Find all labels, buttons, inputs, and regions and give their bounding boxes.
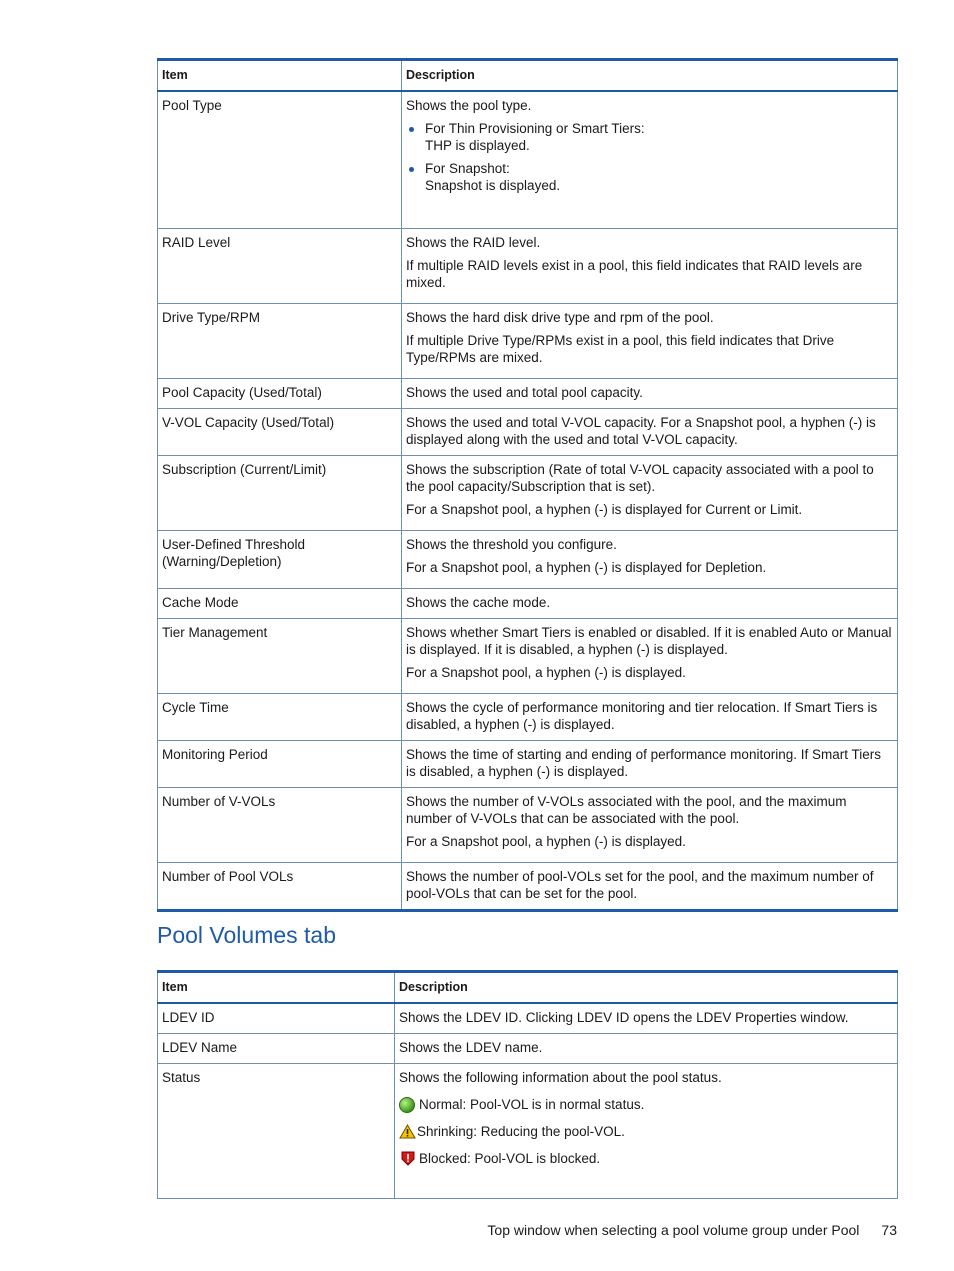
column-header-item: Item: [158, 60, 402, 92]
description-text: For a Snapshot pool, a hyphen (-) is displayed for Depletion.: [406, 559, 767, 575]
description-text: Shows the cycle of performance monitoring and tier relocation. If Smart Tiers is disabled, a hyphen (-) is displayed.: [406, 699, 878, 732]
description-text: Shows the cache mode.: [406, 594, 551, 610]
row-description: [402, 408, 898, 455]
row-description: [402, 228, 898, 303]
table-row: [158, 455, 898, 530]
row-description: [402, 588, 898, 618]
row-item: Number of V-VOLs: [158, 787, 402, 862]
table-row: [158, 740, 898, 787]
row-description: [402, 693, 898, 740]
page-footer: [0, 1222, 897, 1238]
description-text: Shows the used and total V-VOL capacity. For a Snapshot pool, a hyphen (-) is displayed along with the used and total V-VOL capacity.: [406, 414, 876, 447]
bullet-label: For Thin Provisioning or Smart Tiers:: [425, 121, 645, 136]
status-blocked: [399, 1150, 893, 1167]
row-item: V-VOL Capacity (Used/Total): [158, 408, 402, 455]
status-text: Normal: Pool-VOL is in normal status.: [419, 1097, 645, 1112]
table-row: [158, 1003, 898, 1034]
row-item: Status: [158, 1064, 395, 1199]
description-text: For a Snapshot pool, a hyphen (-) is displayed.: [406, 833, 686, 849]
status-shrinking: [399, 1123, 893, 1140]
column-header-item: Item: [158, 972, 395, 1004]
description-text: Shows the number of V-VOLs associated with the pool, and the maximum number of V-VOLs that can be associated with the pool.: [406, 793, 847, 826]
table-row: [158, 787, 898, 862]
description-text: Shows whether Smart Tiers is enabled or disabled. If it is enabled Auto or Manual is displayed. If it is disabled, a hyphen (-) is displayed.: [406, 624, 892, 657]
table-row: [158, 862, 898, 910]
row-item: Cache Mode: [158, 588, 402, 618]
row-description: Shows the LDEV name.: [395, 1034, 898, 1064]
table-row: [158, 303, 898, 378]
green-circle-icon: [399, 1097, 415, 1113]
row-item: LDEV ID: [158, 1003, 395, 1034]
footer-text: Top window when selecting a pool volume group under Pool: [487, 1222, 860, 1238]
row-item: User-Defined Threshold (Warning/Depletion): [158, 530, 402, 588]
row-description: Shows the LDEV ID. Clicking LDEV ID opens the LDEV Properties window.: [395, 1003, 898, 1034]
description-text: Shows the hard disk drive type and rpm of the pool.: [406, 309, 714, 325]
blocked-icon: [401, 1151, 415, 1166]
description-text: Shows the pool type.: [406, 98, 532, 113]
row-description: [402, 378, 898, 408]
status-text: Blocked: Pool-VOL is blocked.: [419, 1151, 601, 1166]
pool-volumes-table: [157, 970, 898, 1199]
row-item: Pool Capacity (Used/Total): [158, 378, 402, 408]
page-number: 73: [881, 1222, 897, 1238]
bullet-detail: Snapshot is displayed.: [425, 178, 561, 193]
description-text: Shows the subscription (Rate of total V-VOL capacity associated with a pool to the pool capacity/Subscription that is set).: [406, 461, 874, 494]
table-row: [158, 618, 898, 693]
row-description: [402, 303, 898, 378]
row-item: Cycle Time: [158, 693, 402, 740]
row-description: [402, 455, 898, 530]
row-description: [402, 618, 898, 693]
row-item: Tier Management: [158, 618, 402, 693]
bullet-detail: THP is displayed.: [425, 138, 530, 153]
table-row: [158, 1064, 898, 1199]
description-text: Shows the number of pool-VOLs set for the pool, and the maximum number of pool-VOLs that can be set for the pool.: [406, 868, 874, 901]
row-item: Drive Type/RPM: [158, 303, 402, 378]
table-row: [158, 228, 898, 303]
description-text: For a Snapshot pool, a hyphen (-) is displayed.: [406, 664, 686, 680]
table-row: [158, 408, 898, 455]
description-text: If multiple Drive Type/RPMs exist in a pool, this field indicates that Drive Type/RPMs are mixed.: [406, 332, 835, 365]
table-row: [158, 588, 898, 618]
table-row: [158, 530, 898, 588]
column-header-description: Description: [395, 972, 898, 1004]
bullet-label: For Snapshot:: [425, 161, 510, 176]
table-row: [158, 1034, 898, 1064]
table-row: [158, 378, 898, 408]
table-header-row: [158, 972, 898, 1004]
description-text: For a Snapshot pool, a hyphen (-) is displayed for Current or Limit.: [406, 501, 803, 517]
description-text: Shows the threshold you configure.: [406, 536, 617, 552]
row-description: [402, 787, 898, 862]
table-header-row: [158, 60, 898, 92]
description-text: Shows the time of starting and ending of performance monitoring. If Smart Tiers is disabled, a hyphen (-) is displayed.: [406, 746, 881, 779]
row-item: Pool Type: [158, 91, 402, 228]
table-row: [158, 91, 898, 228]
status-normal: [399, 1096, 893, 1113]
row-item: Number of Pool VOLs: [158, 862, 402, 910]
list-item: [406, 160, 893, 194]
row-description: [402, 91, 898, 228]
column-header-description: Description: [402, 60, 898, 92]
row-description: [402, 740, 898, 787]
row-item: Subscription (Current/Limit): [158, 455, 402, 530]
row-item: Monitoring Period: [158, 740, 402, 787]
description-text: Shows the following information about the pool status.: [399, 1070, 722, 1085]
row-description: [395, 1064, 898, 1199]
description-text: If multiple RAID levels exist in a pool, this field indicates that RAID levels are mixed.: [406, 257, 863, 290]
description-text: Shows the RAID level.: [406, 234, 541, 250]
warning-triangle-icon: [399, 1124, 416, 1139]
section-title: Pool Volumes tab: [157, 922, 337, 948]
description-text: Shows the used and total pool capacity.: [406, 384, 643, 400]
row-description: [402, 530, 898, 588]
pool-info-table: [157, 58, 898, 912]
row-item: RAID Level: [158, 228, 402, 303]
bullet-list: [406, 120, 893, 194]
row-description: [402, 862, 898, 910]
row-item: LDEV Name: [158, 1034, 395, 1064]
table-row: [158, 693, 898, 740]
status-text: Shrinking: Reducing the pool-VOL.: [417, 1124, 625, 1139]
list-item: [406, 120, 893, 154]
